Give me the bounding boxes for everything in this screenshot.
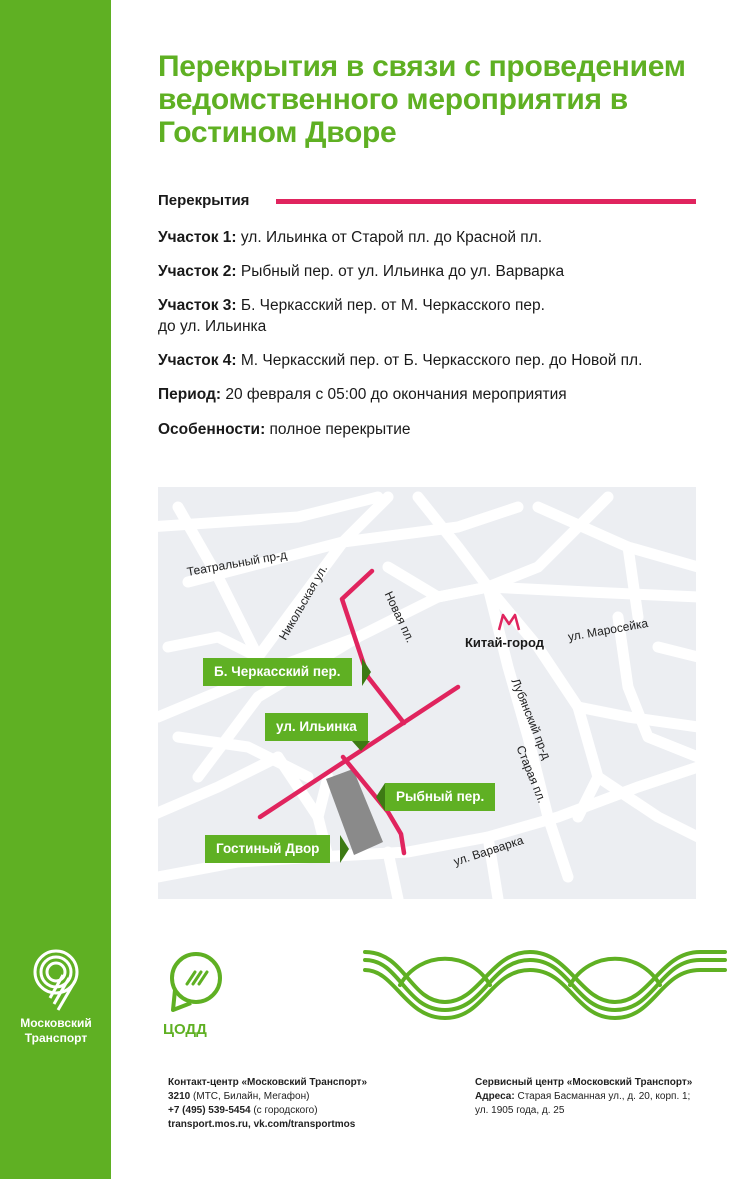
- item-label: Участок 3:: [158, 297, 237, 314]
- label-ilyinka-pointer: [352, 741, 370, 751]
- contact-sites: transport.mos.ru, vk.com/transportmos: [168, 1119, 356, 1130]
- label-gostiny-pointer: [340, 835, 349, 863]
- green-sidebar: [0, 0, 111, 1179]
- service-title: Сервисный центр «Московский Транспорт»: [475, 1077, 693, 1088]
- label-ilyinka: ул. Ильинка: [265, 713, 368, 741]
- item-label: Особенности:: [158, 421, 266, 438]
- contact-title: Контакт-центр «Московский Транспорт»: [168, 1077, 368, 1088]
- codd-logo: [163, 948, 243, 1038]
- street-staraya: Старая пл.: [513, 743, 550, 805]
- label-cherkassky-pointer: [362, 658, 371, 686]
- codd-icon: [163, 948, 229, 1014]
- service-center-block: [475, 1076, 692, 1118]
- item-text: ул. Ильинка от Старой пл. до Красной пл.: [236, 229, 543, 246]
- item-text: М. Черкасский пер. от Б. Черкасского пер. до Новой пл.: [236, 352, 643, 369]
- item-text-continued: до ул. Ильинка: [158, 318, 267, 335]
- service-address-1: Старая Басманная ул., д. 20, корп. 1;: [514, 1091, 691, 1102]
- item-label: Участок 2:: [158, 263, 237, 280]
- item-label: Участок 1:: [158, 229, 237, 246]
- item-section-3: [158, 295, 718, 337]
- service-address-2: ул. 1905 года, д. 25: [475, 1105, 565, 1116]
- contact-center-block: [168, 1076, 367, 1132]
- page-title: Перекрытия в связи с проведением ведомственного мероприятия в Гостином Дворе: [158, 50, 686, 149]
- item-section-4: [158, 350, 718, 371]
- street-nikolskaya: Никольская ул.: [275, 562, 331, 643]
- item-label: Участок 4:: [158, 352, 237, 369]
- item-text: Б. Черкасский пер. от М. Черкасского пер.: [236, 297, 545, 314]
- item-text: Рыбный пер. от ул. Ильинка до ул. Варварка: [236, 263, 565, 280]
- item-label: Период:: [158, 386, 222, 403]
- label-rybny-pointer: [376, 783, 385, 811]
- decorative-wave-pattern: [360, 940, 730, 1020]
- street-varvarka: ул. Варварка: [451, 832, 526, 869]
- metro-station-name: Китай-город: [465, 635, 544, 650]
- item-period: [158, 384, 718, 405]
- label-cherkassky: Б. Черкасский пер.: [203, 658, 352, 686]
- moscow-transport-label: Московский Транспорт: [20, 1016, 92, 1045]
- section-heading: Перекрытия: [158, 192, 250, 209]
- item-section-2: [158, 261, 718, 282]
- nine-logo-icon: [24, 948, 88, 1012]
- item-text: полное перекрытие: [265, 421, 411, 438]
- contact-number: 3210: [168, 1091, 191, 1102]
- contact-operators: (МТС, Билайн, Мегафон): [190, 1091, 310, 1102]
- metro-station: [465, 617, 544, 650]
- label-rybny: Рыбный пер.: [385, 783, 495, 811]
- street-lubyansky: Лубянский пр-д: [508, 676, 554, 762]
- item-section-1: [158, 227, 718, 248]
- closure-map: [158, 487, 696, 899]
- contact-phone-note: (с городского): [250, 1105, 318, 1116]
- street-teatralny: Театральный пр-д: [185, 547, 288, 579]
- codd-label: ЦОДД: [163, 1021, 207, 1038]
- contact-phone: +7 (495) 539-5454: [168, 1105, 251, 1116]
- item-text: 20 февраля с 05:00 до окончания мероприятия: [221, 386, 567, 403]
- street-novaya: Новая пл.: [381, 589, 418, 645]
- service-address-label: Адреса:: [475, 1091, 515, 1102]
- section-divider: [276, 199, 696, 204]
- street-maroseyka: ул. Маросейка: [566, 616, 650, 644]
- moscow-transport-logo: [14, 948, 98, 1046]
- item-features: [158, 419, 718, 440]
- label-gostiny: Гостиный Двор: [205, 835, 330, 863]
